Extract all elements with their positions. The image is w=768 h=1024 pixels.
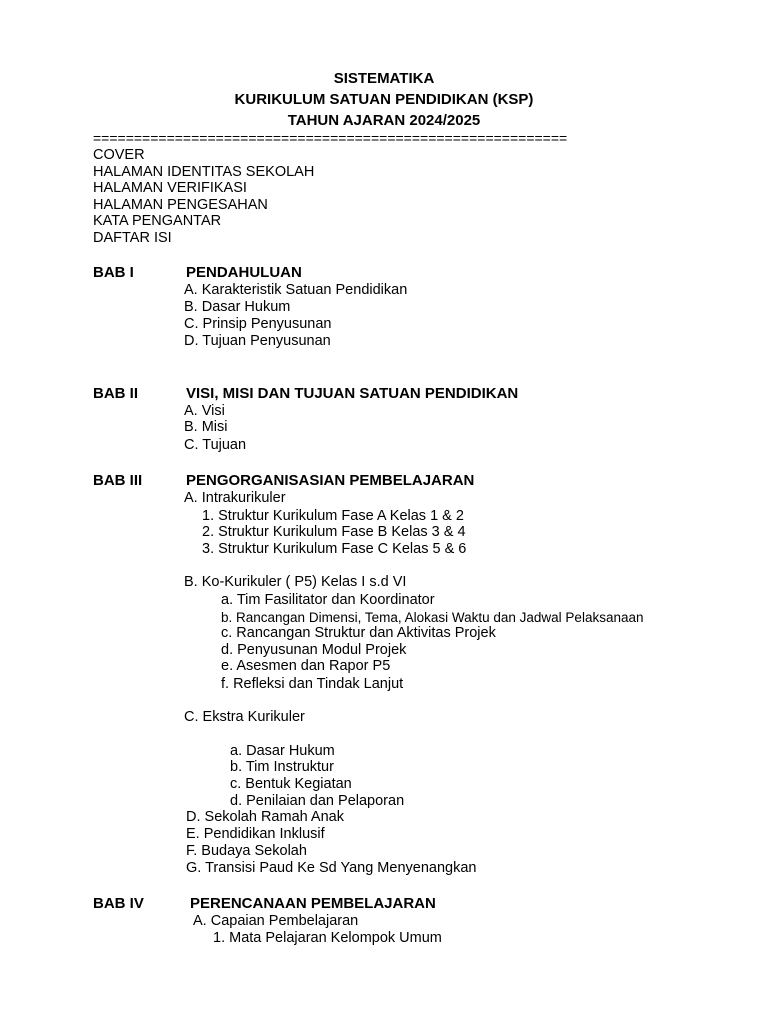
section-item: D. Tujuan Penyusunan	[184, 333, 331, 349]
section-item: A. Intrakurikuler	[184, 490, 286, 506]
section-item: A. Karakteristik Satuan Pendidikan	[184, 282, 408, 298]
doc-subtitle: KURIKULUM SATUAN PENDIDIKAN (KSP)	[234, 91, 534, 108]
subsection-item: a. Dasar Hukum	[230, 743, 335, 759]
subsection-item: c. Rancangan Struktur dan Aktivitas Projek	[221, 625, 496, 641]
section-item: E. Pendidikan Inklusif	[186, 826, 325, 842]
subsection-item: d. Penyusunan Modul Projek	[221, 642, 407, 658]
section-item: D. Sekolah Ramah Anak	[186, 809, 344, 825]
subsection-item: 3. Struktur Kurikulum Fase C Kelas 5 & 6	[202, 541, 467, 557]
front-matter-item: HALAMAN VERIFIKASI	[93, 180, 247, 196]
front-matter-item: HALAMAN IDENTITAS SEKOLAH	[93, 164, 315, 180]
doc-title: SISTEMATIKA	[333, 70, 435, 87]
separator-rule: ==========================================================	[93, 130, 568, 146]
subsection-item: d. Penilaian dan Pelaporan	[230, 793, 405, 809]
chapter-label: BAB IV	[93, 895, 144, 912]
subsection-item: 2. Struktur Kurikulum Fase B Kelas 3 & 4	[202, 524, 466, 540]
section-item: A. Capaian Pembelajaran	[193, 913, 359, 929]
chapter-title: PENGORGANISASIAN PEMBELAJARAN	[186, 472, 475, 489]
section-item: B. Dasar Hukum	[184, 299, 291, 315]
subsection-item: 1. Struktur Kurikulum Fase A Kelas 1 & 2	[202, 508, 464, 524]
subsection-item: 1. Mata Pelajaran Kelompok Umum	[213, 930, 442, 946]
chapter-label: BAB II	[93, 385, 138, 402]
front-matter-item: HALAMAN PENGESAHAN	[93, 197, 268, 213]
section-item: C. Ekstra Kurikuler	[184, 709, 305, 725]
doc-year: TAHUN AJARAN 2024/2025	[287, 112, 481, 129]
front-matter-item: KATA PENGANTAR	[93, 213, 222, 229]
front-matter-item: COVER	[93, 147, 145, 163]
front-matter-item: DAFTAR ISI	[93, 230, 172, 246]
section-item: A. Visi	[184, 403, 225, 419]
section-item: G. Transisi Paud Ke Sd Yang Menyenangkan	[186, 860, 477, 876]
subsection-item: e. Asesmen dan Rapor P5	[221, 658, 391, 674]
section-item: C. Prinsip Penyusunan	[184, 316, 332, 332]
chapter-title: VISI, MISI DAN TUJUAN SATUAN PENDIDIKAN	[186, 385, 519, 402]
section-item: B. Misi	[184, 419, 228, 435]
subsection-item: b. Rancangan Dimensi, Tema, Alokasi Waktu dan Jadwal Pelaksanaan	[221, 610, 644, 625]
section-item: F. Budaya Sekolah	[186, 843, 307, 859]
subsection-item: f. Refleksi dan Tindak Lanjut	[221, 676, 404, 692]
chapter-title: PENDAHULUAN	[186, 264, 302, 281]
subsection-item: a. Tim Fasilitator dan Koordinator	[221, 592, 435, 608]
section-item: B. Ko-Kurikuler ( P5) Kelas I s.d VI	[184, 574, 407, 590]
subsection-item: c. Bentuk Kegiatan	[230, 776, 352, 792]
subsection-item: b. Tim Instruktur	[230, 759, 334, 775]
section-item: C. Tujuan	[184, 437, 247, 453]
chapter-label: BAB I	[93, 264, 134, 281]
chapter-label: BAB III	[93, 472, 143, 489]
chapter-title: PERENCANAAN PEMBELAJARAN	[190, 895, 436, 912]
